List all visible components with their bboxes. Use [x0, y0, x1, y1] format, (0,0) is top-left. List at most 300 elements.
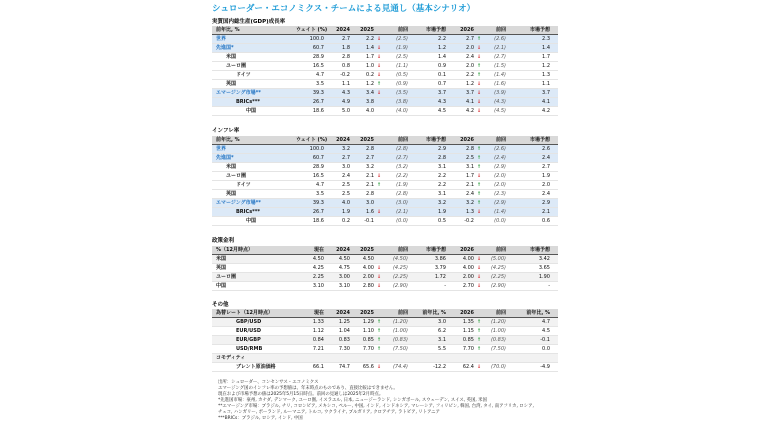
table-header — [212, 136, 558, 145]
cell-m1: 0.5 — [438, 218, 446, 224]
cell-m1: 3.79 — [434, 265, 446, 271]
cell-name: 先進国* — [216, 155, 234, 161]
down-arrow-icon: ↓ — [376, 283, 382, 289]
cell-name: 米国 — [216, 256, 227, 262]
cell-name: 英国 — [216, 265, 227, 271]
table-row — [212, 264, 558, 273]
cell-name: 中国 — [246, 108, 257, 114]
cell-b: 1.10 — [362, 328, 374, 334]
cell-p2: (5.00) — [490, 256, 506, 262]
policy-rate-table — [212, 246, 558, 291]
cpi-section-title: インフレ率 — [212, 128, 240, 134]
cell-w: 3.10 — [312, 283, 324, 289]
table-row — [212, 208, 558, 217]
cell-name: ユーロ圏 — [226, 63, 247, 69]
down-arrow-icon: ↓ — [476, 45, 482, 51]
cell-m2: 0.0 — [542, 346, 550, 352]
header-name: %（12月時点） — [216, 247, 253, 253]
header-mkt25: 市場予想 — [425, 137, 446, 143]
cell-c: 2.0 — [466, 63, 474, 69]
cell-m1: 2.2 — [438, 36, 446, 42]
cell-name: ユーロ圏 — [226, 173, 247, 179]
cell-a: 74.7 — [338, 364, 350, 370]
table-row — [212, 255, 558, 264]
down-arrow-icon: ↓ — [476, 173, 482, 179]
inflation-table — [212, 136, 558, 226]
footnote-line: 出所：シュローダー、コンセンサス・エコノミクス — [218, 380, 319, 385]
cell-m1: 1.4 — [438, 54, 446, 60]
cell-c: 3.7 — [466, 90, 474, 96]
cell-m2: 1.9 — [542, 173, 550, 179]
cell-name: ブレント原油価格 — [236, 364, 276, 370]
down-arrow-icon: ↓ — [376, 72, 382, 78]
cell-c: 2.70 — [462, 283, 474, 289]
table-row — [212, 98, 558, 107]
cell-p2: (2.1) — [494, 45, 506, 51]
cell-c: 0.85 — [462, 337, 474, 343]
cell-w: 28.9 — [312, 54, 324, 60]
header-y2026: 2026 — [460, 247, 474, 253]
cell-a: 4.50 — [338, 256, 350, 262]
cell-m2: -4.9 — [540, 364, 550, 370]
cell-a: 4.0 — [342, 200, 350, 206]
header-y2026: 2026 — [460, 310, 474, 316]
table-row — [212, 318, 558, 327]
footnote-line: 現在および市場予想の値は2025年5月15日時点。前回の見通しは2025年2月時点。 — [218, 392, 384, 397]
cell-name: エマージング市場** — [216, 90, 261, 96]
cell-b: 3.8 — [366, 99, 374, 105]
down-arrow-icon: ↓ — [376, 45, 382, 51]
table-header — [212, 309, 558, 318]
footnote-line: **エマージング市場：ブラジル, チリ, コロンビア, メキシコ, ペルー, 中国, インド, インドネシア, マレーシア, フィリピン, 韓国, 台湾, タイ, 南アフリカ, ロシア, — [218, 404, 534, 409]
cell-w: 18.6 — [312, 108, 324, 114]
cell-w: 4.7 — [316, 182, 324, 188]
cell-w: 26.7 — [312, 209, 324, 215]
cell-c: -0.2 — [464, 218, 474, 224]
cell-p2: (4.25) — [490, 265, 506, 271]
cell-m1: 3.0 — [438, 319, 446, 325]
up-arrow-icon: ↑ — [376, 346, 382, 352]
cell-w: 16.5 — [312, 63, 324, 69]
cell-p2: (3.9) — [494, 90, 506, 96]
cell-p1: (0.0) — [396, 218, 408, 224]
down-arrow-icon: ↓ — [476, 364, 482, 370]
header-weight: ウェイト (%) — [296, 137, 328, 143]
cell-name: 中国 — [246, 218, 257, 224]
cell-m1: 4.3 — [438, 99, 446, 105]
up-arrow-icon: ↑ — [476, 164, 482, 170]
cell-p1: (2.1) — [396, 209, 408, 215]
cell-m1: 3.2 — [438, 200, 446, 206]
cell-b: 2.00 — [362, 274, 374, 280]
cell-p2: (2.6) — [494, 146, 506, 152]
cell-w: 16.5 — [312, 173, 324, 179]
cell-a: 2.7 — [342, 36, 350, 42]
header-name: 前年比, % — [216, 27, 240, 33]
cell-a: 2.7 — [342, 155, 350, 161]
header-name: 前年比, % — [216, 137, 240, 143]
cell-p1: (4.25) — [392, 265, 408, 271]
header-mkt26: 前年比, % — [526, 310, 550, 316]
cell-name: 中国 — [216, 283, 227, 289]
cell-m1: 0.7 — [438, 81, 446, 87]
cell-p2: (2.90) — [490, 283, 506, 289]
cell-a: 0.2 — [342, 218, 350, 224]
cell-a: 1.25 — [338, 319, 350, 325]
table-row — [212, 62, 558, 71]
cell-m2: 2.4 — [542, 191, 550, 197]
cell-name: BRICs*** — [236, 99, 261, 105]
header-mkt26: 市場予想 — [529, 247, 550, 253]
cell-a: 4.3 — [342, 90, 350, 96]
up-arrow-icon: ↑ — [476, 328, 482, 334]
cell-p2: (2.4) — [494, 155, 506, 161]
cell-name: GBP/USD — [236, 319, 262, 325]
up-arrow-icon: ↑ — [476, 155, 482, 161]
cell-b: 2.8 — [366, 191, 374, 197]
cell-name: ユーロ圏 — [216, 274, 237, 280]
cell-b: 1.29 — [362, 319, 374, 325]
up-arrow-icon: ↑ — [476, 63, 482, 69]
footnote-line: エマージング国のインフレ率の予想値は、年末時点のものであり、直接比較はできません。 — [218, 386, 398, 391]
header-y2026: 2026 — [460, 137, 474, 143]
cell-p2: (4.5) — [494, 108, 506, 114]
cell-m1: 2.2 — [438, 182, 446, 188]
cell-p2: (1.4) — [494, 72, 506, 78]
down-arrow-icon: ↓ — [376, 209, 382, 215]
cell-m2: 2.7 — [542, 164, 550, 170]
cell-p1: (74.4) — [392, 364, 408, 370]
cell-w: 60.7 — [312, 45, 324, 51]
cell-m2: 1.4 — [542, 45, 550, 51]
cell-name: EUR/USD — [236, 328, 261, 334]
table-row — [212, 163, 558, 172]
cell-c: 2.0 — [466, 45, 474, 51]
cell-b: 0.2 — [366, 72, 374, 78]
table-header — [212, 26, 558, 35]
cell-p1: (3.2) — [396, 164, 408, 170]
table-row — [212, 336, 558, 345]
cell-a: 3.2 — [342, 146, 350, 152]
cell-w: 1.12 — [312, 328, 324, 334]
cell-c: 1.7 — [466, 173, 474, 179]
cell-b: 3.0 — [366, 200, 374, 206]
table-row — [212, 172, 558, 181]
cell-w: 4.25 — [312, 265, 324, 271]
cell-m1: 1.9 — [438, 209, 446, 215]
cell-b: 7.70 — [362, 346, 374, 352]
down-arrow-icon: ↓ — [476, 81, 482, 87]
up-arrow-icon: ↑ — [476, 319, 482, 325]
cell-a: 5.0 — [342, 108, 350, 114]
header-y2024: 2024 — [336, 247, 350, 253]
cell-a: 7.30 — [338, 346, 350, 352]
commodity-label: コモディティ — [216, 355, 246, 361]
cell-m2: 2.6 — [542, 146, 550, 152]
cell-b: 3.2 — [366, 164, 374, 170]
cell-a: 2.8 — [342, 54, 350, 60]
cell-name: 米国 — [226, 164, 237, 170]
cell-b: 2.80 — [362, 283, 374, 289]
cell-b: 2.1 — [366, 182, 374, 188]
cell-name: 世界 — [216, 36, 227, 42]
down-arrow-icon: ↓ — [476, 265, 482, 271]
table-row — [212, 80, 558, 89]
cell-m2: 4.1 — [542, 99, 550, 105]
cell-a: 3.00 — [338, 274, 350, 280]
header-name: 為替レート（12月時点） — [216, 310, 273, 316]
up-arrow-icon: ↑ — [376, 81, 382, 87]
cell-w: 100.0 — [309, 146, 324, 152]
cell-p2: (70.0) — [490, 364, 506, 370]
rates-section-title: 政策金利 — [212, 238, 235, 244]
cell-p2: (2.6) — [494, 36, 506, 42]
cell-b: 4.00 — [362, 265, 374, 271]
cell-p2: (2.0) — [494, 173, 506, 179]
cell-c: 62.4 — [462, 364, 474, 370]
down-arrow-icon: ↓ — [476, 209, 482, 215]
cell-m1: 3.1 — [438, 337, 446, 343]
cell-p2: (2.9) — [494, 200, 506, 206]
cell-p2: (1.5) — [494, 63, 506, 69]
cell-a: 2.5 — [342, 191, 350, 197]
cell-m1: 3.86 — [434, 256, 446, 262]
cell-m2: 1.2 — [542, 63, 550, 69]
cell-w: 28.9 — [312, 164, 324, 170]
cell-b: -0.1 — [364, 218, 374, 224]
cell-c: 1.15 — [462, 328, 474, 334]
cell-p1: (0.9) — [396, 81, 408, 87]
cell-p1: (2.5) — [396, 36, 408, 42]
cell-name: 英国 — [226, 81, 237, 87]
cell-b: 2.7 — [366, 155, 374, 161]
cell-c: 2.7 — [466, 36, 474, 42]
cell-p1: (1.9) — [396, 182, 408, 188]
cell-w: 1.33 — [312, 319, 324, 325]
table-row — [212, 282, 558, 291]
cell-w: 3.5 — [316, 81, 324, 87]
down-arrow-icon: ↓ — [376, 90, 382, 96]
header-prev25: 前回 — [397, 310, 408, 316]
header-mkt25: 前年比, % — [422, 310, 446, 316]
cell-w: 0.84 — [312, 337, 324, 343]
cell-m1: 1.72 — [434, 274, 446, 280]
cell-p2: (1.4) — [494, 209, 506, 215]
cell-c: 1.35 — [462, 319, 474, 325]
page-title: シュローダー・エコノミクス・チームによる見通し（基本シナリオ） — [212, 4, 476, 14]
cell-m2: 2.0 — [542, 182, 550, 188]
cell-m2: 3.7 — [542, 90, 550, 96]
header-y2025: 2025 — [360, 27, 374, 33]
cell-p2: (2.7) — [494, 54, 506, 60]
cell-m1: 3.1 — [438, 164, 446, 170]
cell-p1: (1.20) — [392, 319, 408, 325]
cell-b: 2.2 — [366, 36, 374, 42]
table-row — [212, 190, 558, 199]
table-header — [212, 246, 558, 255]
cell-m1: -12.2 — [433, 364, 446, 370]
cell-w: 3.5 — [316, 191, 324, 197]
table-row — [212, 53, 558, 62]
cell-a: 4.75 — [338, 265, 350, 271]
down-arrow-icon: ↓ — [376, 265, 382, 271]
cell-b: 4.0 — [366, 108, 374, 114]
cell-p2: (1.20) — [490, 319, 506, 325]
down-arrow-icon: ↓ — [376, 36, 382, 42]
header-prev25: 前回 — [397, 137, 408, 143]
up-arrow-icon: ↑ — [476, 146, 482, 152]
header-y2025: 2025 — [360, 310, 374, 316]
up-arrow-icon: ↑ — [476, 72, 482, 78]
cell-w: 18.6 — [312, 218, 324, 224]
cell-m1: 0.1 — [438, 72, 446, 78]
cell-b: 65.6 — [362, 364, 374, 370]
cell-p1: (1.00) — [392, 328, 408, 334]
header-mkt25: 市場予想 — [425, 247, 446, 253]
header-y2024: 2024 — [336, 310, 350, 316]
cell-p1: (2.90) — [392, 283, 408, 289]
cell-p1: (2.7) — [396, 155, 408, 161]
table-row — [212, 217, 558, 226]
cell-w: 4.50 — [312, 256, 324, 262]
cell-m1: 2.2 — [438, 173, 446, 179]
down-arrow-icon: ↓ — [476, 283, 482, 289]
table-row — [212, 363, 558, 372]
cell-p1: (3.5) — [396, 90, 408, 96]
cell-m2: 2.4 — [542, 155, 550, 161]
header-prev26: 前回 — [495, 310, 506, 316]
up-arrow-icon: ↑ — [476, 200, 482, 206]
table-row — [212, 181, 558, 190]
cell-a: 1.1 — [342, 81, 350, 87]
header-y2024: 2024 — [336, 137, 350, 143]
cell-b: 2.1 — [366, 173, 374, 179]
cell-name: 米国 — [226, 54, 237, 60]
cell-a: -0.2 — [340, 72, 350, 78]
cell-c: 1.2 — [466, 81, 474, 87]
footnotes — [218, 380, 534, 422]
cell-c: 2.8 — [466, 146, 474, 152]
cell-a: 2.5 — [342, 182, 350, 188]
cell-p2: (2.0) — [494, 182, 506, 188]
up-arrow-icon: ↑ — [376, 319, 382, 325]
header-now: 現在 — [313, 247, 324, 253]
up-arrow-icon: ↑ — [476, 191, 482, 197]
down-arrow-icon: ↓ — [476, 274, 482, 280]
gdp-table — [212, 26, 558, 116]
cell-m2: 2.1 — [542, 209, 550, 215]
cell-m2: 0.6 — [542, 218, 550, 224]
cell-name: ドイツ — [236, 72, 251, 78]
cell-b: 1.2 — [366, 81, 374, 87]
cell-a: 4.9 — [342, 99, 350, 105]
footnote-line: *先進国市場：豪州, カナダ, デンマーク, ユーロ圏, イスラエル, 日本, ニュージーランド, シンガポール, スウェーデン, スイス, 英国, 米国 — [218, 398, 487, 403]
header-y2026: 2026 — [460, 27, 474, 33]
cell-m2: 2.3 — [542, 36, 550, 42]
down-arrow-icon: ↓ — [376, 364, 382, 370]
down-arrow-icon: ↓ — [476, 90, 482, 96]
cell-c: 3.2 — [466, 200, 474, 206]
down-arrow-icon: ↓ — [376, 173, 382, 179]
cell-a: 2.4 — [342, 173, 350, 179]
other-section-title: その他 — [212, 302, 229, 308]
table-row — [212, 145, 558, 154]
cell-name: ドイツ — [236, 182, 251, 188]
table-row — [212, 107, 558, 116]
cell-a: 0.8 — [342, 63, 350, 69]
cell-a: 3.10 — [338, 283, 350, 289]
cell-m2: 2.9 — [542, 200, 550, 206]
header-prev26: 前回 — [495, 27, 506, 33]
cell-w: 60.7 — [312, 155, 324, 161]
cell-p1: (4.50) — [392, 256, 408, 262]
table-row — [212, 44, 558, 53]
header-y2025: 2025 — [360, 137, 374, 143]
cell-p1: (2.25) — [392, 274, 408, 280]
cell-name: エマージング市場** — [216, 200, 261, 206]
cell-m2: - — [548, 283, 550, 289]
cell-c: 4.1 — [466, 99, 474, 105]
up-arrow-icon: ↑ — [376, 337, 382, 343]
cell-m1: 3.7 — [438, 90, 446, 96]
cell-name: BRICs*** — [236, 209, 261, 215]
cell-b: 0.85 — [362, 337, 374, 343]
cell-m1: 6.2 — [438, 328, 446, 334]
cell-w: 66.1 — [312, 364, 324, 370]
cell-p1: (3.0) — [396, 200, 408, 206]
other-table — [212, 309, 558, 372]
cell-name: 世界 — [216, 146, 227, 152]
down-arrow-icon: ↓ — [376, 63, 382, 69]
cell-c: 4.00 — [462, 256, 474, 262]
cell-b: 1.4 — [366, 45, 374, 51]
cell-p1: (1.1) — [396, 63, 408, 69]
cell-p1: (0.5) — [396, 72, 408, 78]
cell-m1: - — [444, 283, 446, 289]
cell-m1: 4.5 — [438, 108, 446, 114]
cell-c: 2.4 — [466, 191, 474, 197]
down-arrow-icon: ↓ — [376, 274, 382, 280]
cell-m1: 3.1 — [438, 191, 446, 197]
footnote-line: ***BRICs：ブラジル, ロシア, インド, 中国 — [218, 416, 303, 421]
table-row — [212, 327, 558, 336]
footnote-line: チェコ, ハンガリー, ポーランド, ルーマニア, トルコ, ウクライナ, ブルガリア, クロアチア, ラトビア, リトアニア — [218, 410, 440, 415]
cell-b: 1.7 — [366, 54, 374, 60]
cell-p1: (2.8) — [396, 191, 408, 197]
cell-p1: (1.9) — [396, 45, 408, 51]
table-row — [212, 71, 558, 80]
header-now: 現在 — [313, 310, 324, 316]
cell-m2: 3.65 — [538, 265, 550, 271]
cell-p1: (2.2) — [396, 173, 408, 179]
header-mkt26: 市場予想 — [529, 27, 550, 33]
cell-a: 1.9 — [342, 209, 350, 215]
cell-w: 100.0 — [309, 36, 324, 42]
cell-m2: 4.7 — [542, 319, 550, 325]
cell-m2: 3.42 — [538, 256, 550, 262]
up-arrow-icon: ↑ — [376, 328, 382, 334]
header-prev25: 前回 — [397, 27, 408, 33]
cell-m2: 4.5 — [542, 328, 550, 334]
cell-name: USD/RMB — [236, 346, 263, 352]
cell-m1: 2.8 — [438, 155, 446, 161]
cell-b: 4.50 — [362, 256, 374, 262]
table-row — [212, 35, 558, 44]
cell-a: 0.83 — [338, 337, 350, 343]
cell-c: 2.00 — [462, 274, 474, 280]
cell-name: EUR/GBP — [236, 337, 261, 343]
cell-m2: 1.1 — [542, 81, 550, 87]
